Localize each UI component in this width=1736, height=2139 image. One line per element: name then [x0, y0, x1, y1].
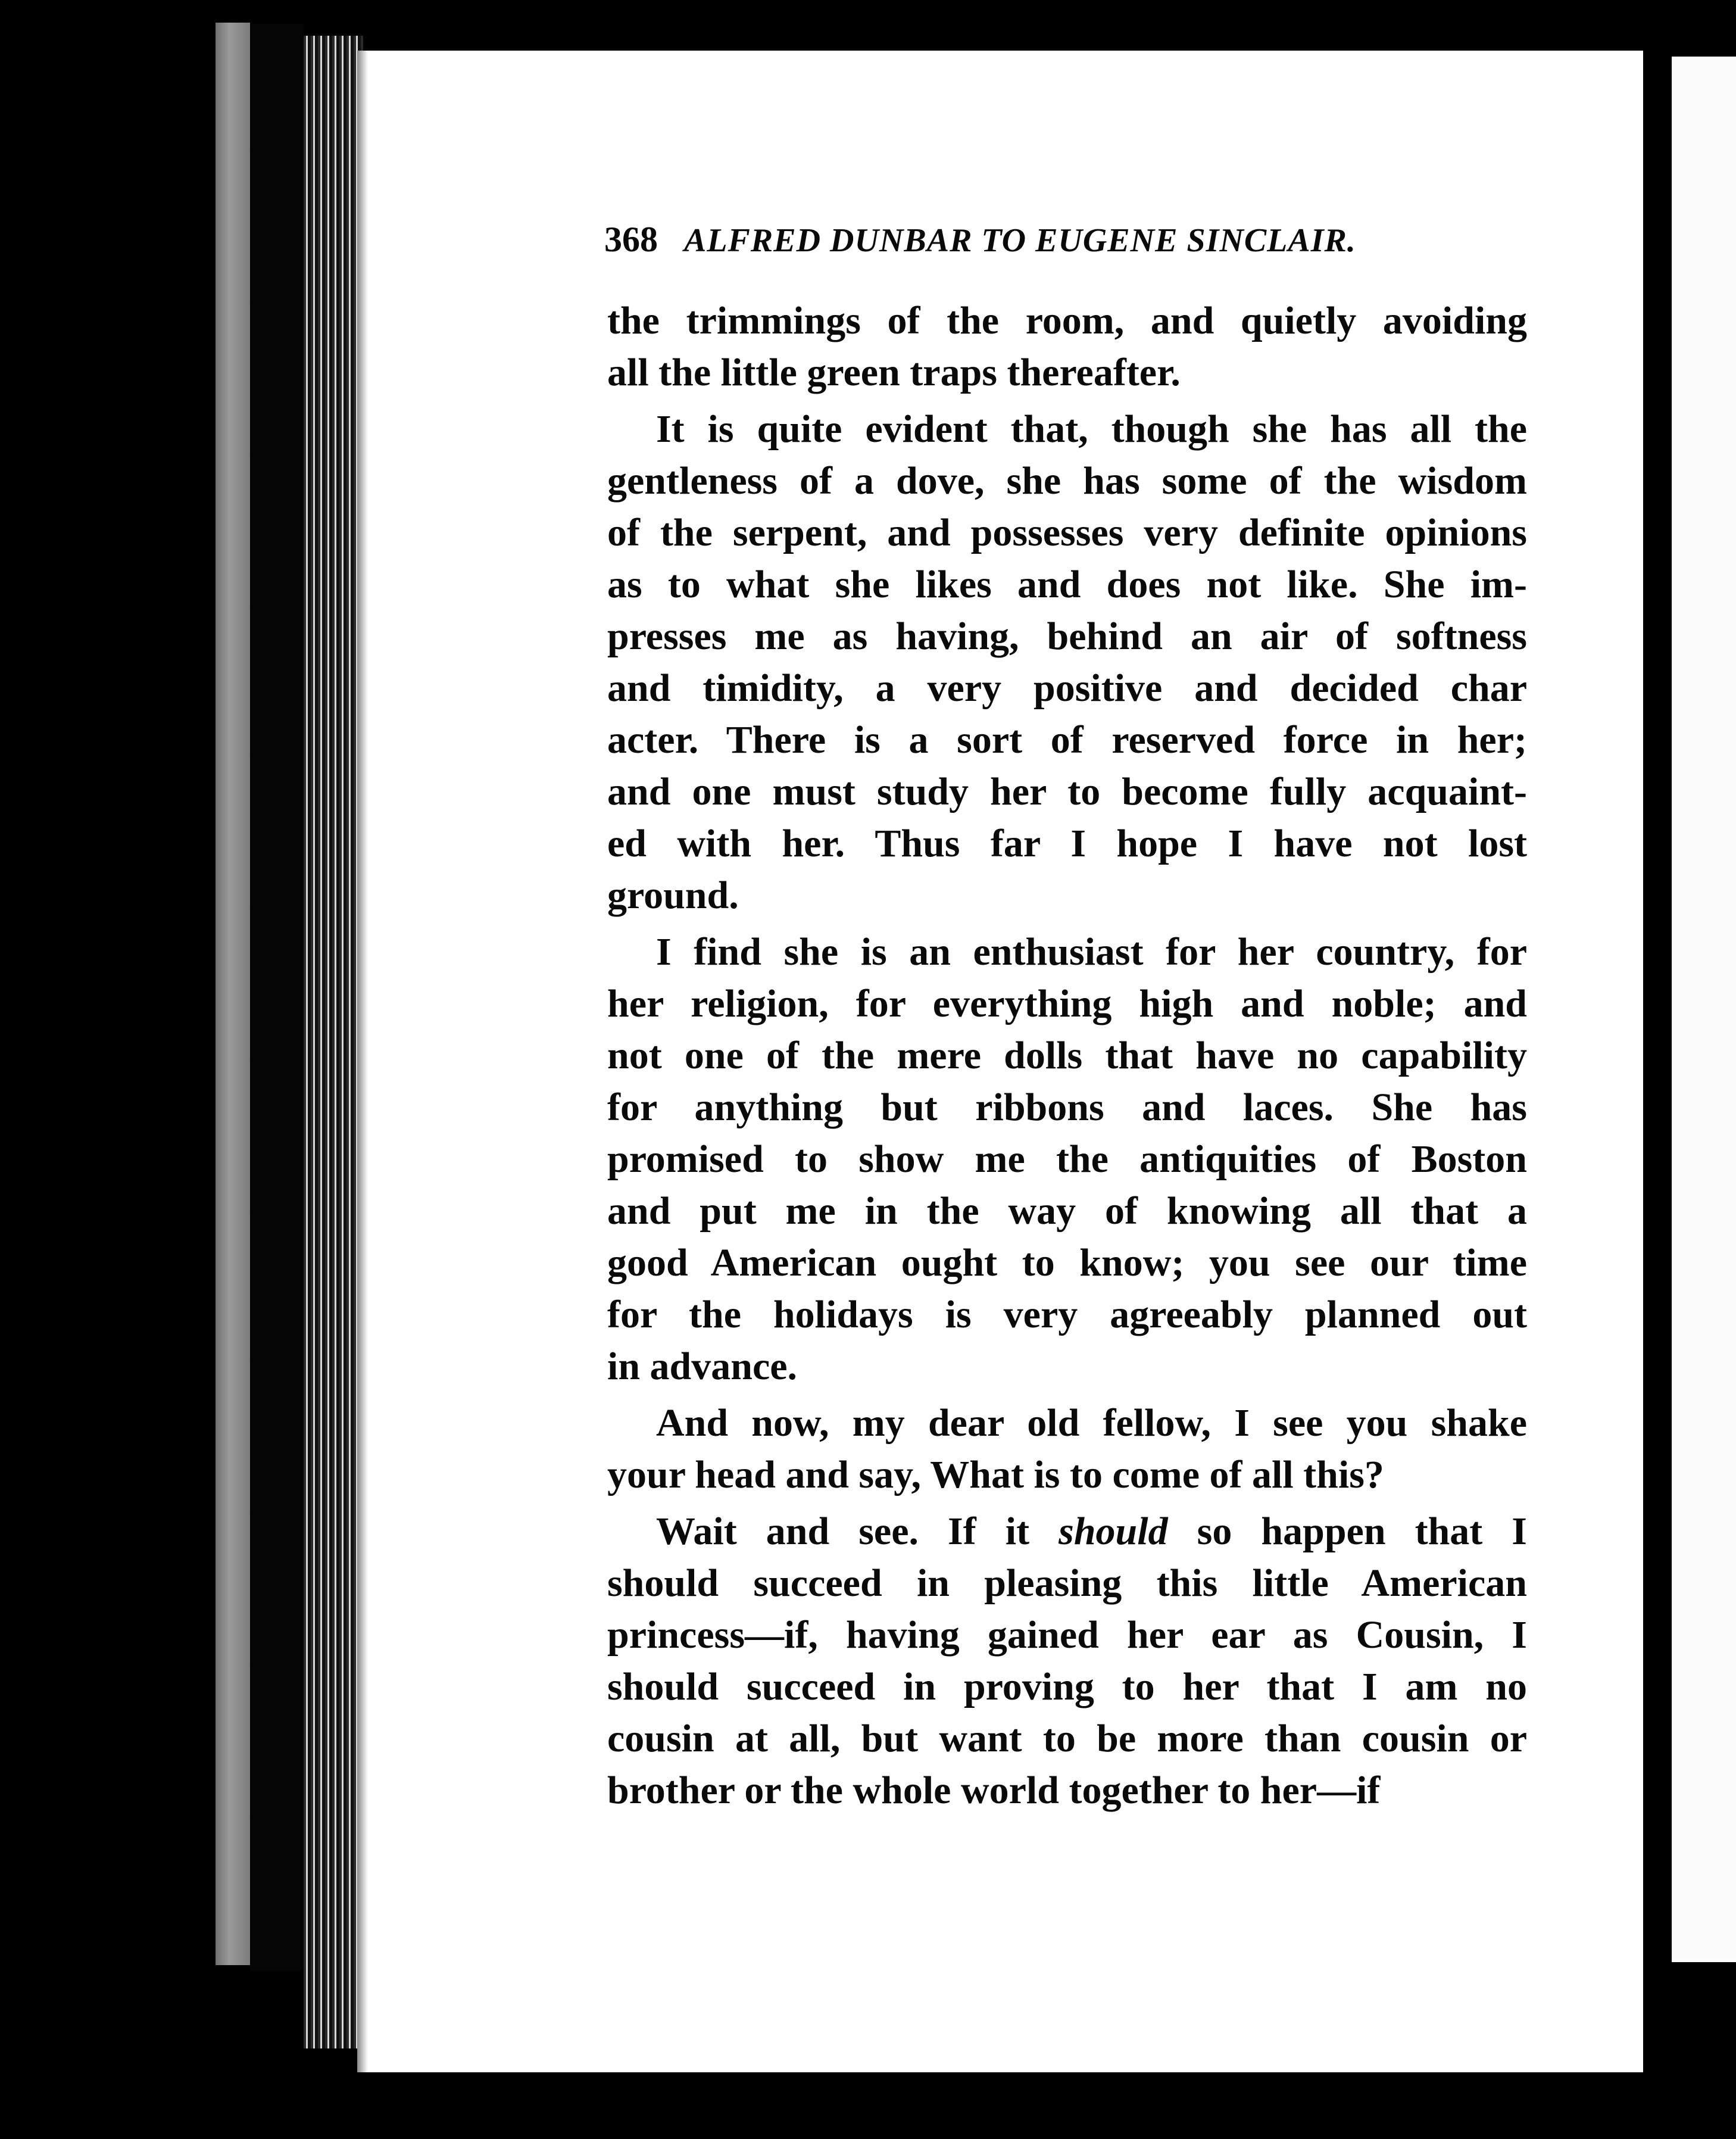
text-line: and one must study her to become fully acquaint-: [607, 770, 1527, 813]
text-line: cousin at all, but want to be more than cousin or: [607, 1717, 1527, 1760]
text-line: and timidity, a very positive and decided char: [607, 666, 1527, 710]
book-spine-shadow: [250, 24, 304, 1971]
text-line: of the serpent, and possesses very definite opinions: [607, 511, 1527, 554]
emphasized-word: should: [1059, 1510, 1168, 1553]
text-line: not one of the mere dolls that have no capability: [607, 1034, 1527, 1077]
text-line: all the little green traps thereafter.: [607, 351, 1181, 394]
text-line: should succeed in proving to her that I am no: [607, 1665, 1527, 1708]
text-line: for anything but ribbons and laces. She has: [607, 1086, 1527, 1129]
text-line: for the holidays is very agreeably planned out: [607, 1293, 1527, 1336]
text-line: her religion, for everything high and noble; and: [607, 982, 1527, 1025]
text-line: good American ought to know; you see our time: [607, 1241, 1527, 1284]
running-title: ALFRED DUNBAR TO EUGENE SINCLAIR.: [684, 222, 1356, 259]
paragraph: [607, 403, 1527, 921]
paragraph: [607, 1397, 1527, 1501]
body-text: [607, 295, 1527, 1816]
page-number: 368: [604, 220, 658, 259]
text-line: I find she is an enthusiast for her country, for: [656, 930, 1527, 974]
page-stack-edges: [304, 36, 363, 2048]
running-header: [604, 219, 1527, 279]
text-line: promised to show me the antiquities of Boston: [607, 1137, 1527, 1181]
text-line: gentleness of a dove, she has some of the wisdom: [607, 459, 1527, 503]
text-line: princess—if, having gained her ear as Cousin, I: [607, 1613, 1527, 1657]
text-line: the trimmings of the room, and quietly avoiding: [607, 299, 1527, 342]
text-line: ground.: [607, 874, 739, 917]
paragraph: [607, 926, 1527, 1392]
text-line: presses me as having, behind an air of softness: [607, 615, 1527, 658]
book-edge-left: [216, 23, 250, 1965]
text-line: acter. There is a sort of reserved force in her;: [607, 718, 1527, 762]
text-line: ed with her. Thus far I hope I have not lost: [607, 822, 1527, 865]
text-line: should succeed in pleasing this little American: [607, 1561, 1527, 1605]
paragraph-gap: [607, 398, 1527, 403]
text-line: It is quite evident that, though she has all the: [656, 407, 1527, 451]
text-line: And now, my dear old fellow, I see you shake: [656, 1401, 1527, 1445]
text-line: your head and say, What is to come of all this?: [607, 1453, 1384, 1496]
text-line: and put me in the way of knowing all that a: [607, 1189, 1527, 1233]
text-line: brother or the whole world together to her—if: [607, 1769, 1381, 1812]
paragraph-gap: [607, 921, 1527, 926]
paragraph-gap: [607, 1501, 1527, 1505]
page-gutter-shadow: [357, 51, 368, 2072]
book-fold-right: [1643, 42, 1672, 2078]
facing-page-edge: [1672, 57, 1736, 1962]
paragraph-gap: [607, 1392, 1527, 1397]
text-line: Wait and see. If it should so happen that I: [656, 1510, 1527, 1553]
text-line: as to what she likes and does not like. She im-: [607, 563, 1527, 606]
paragraph: [607, 1505, 1527, 1816]
paragraph: [607, 295, 1527, 398]
text-line: in advance.: [607, 1345, 798, 1388]
